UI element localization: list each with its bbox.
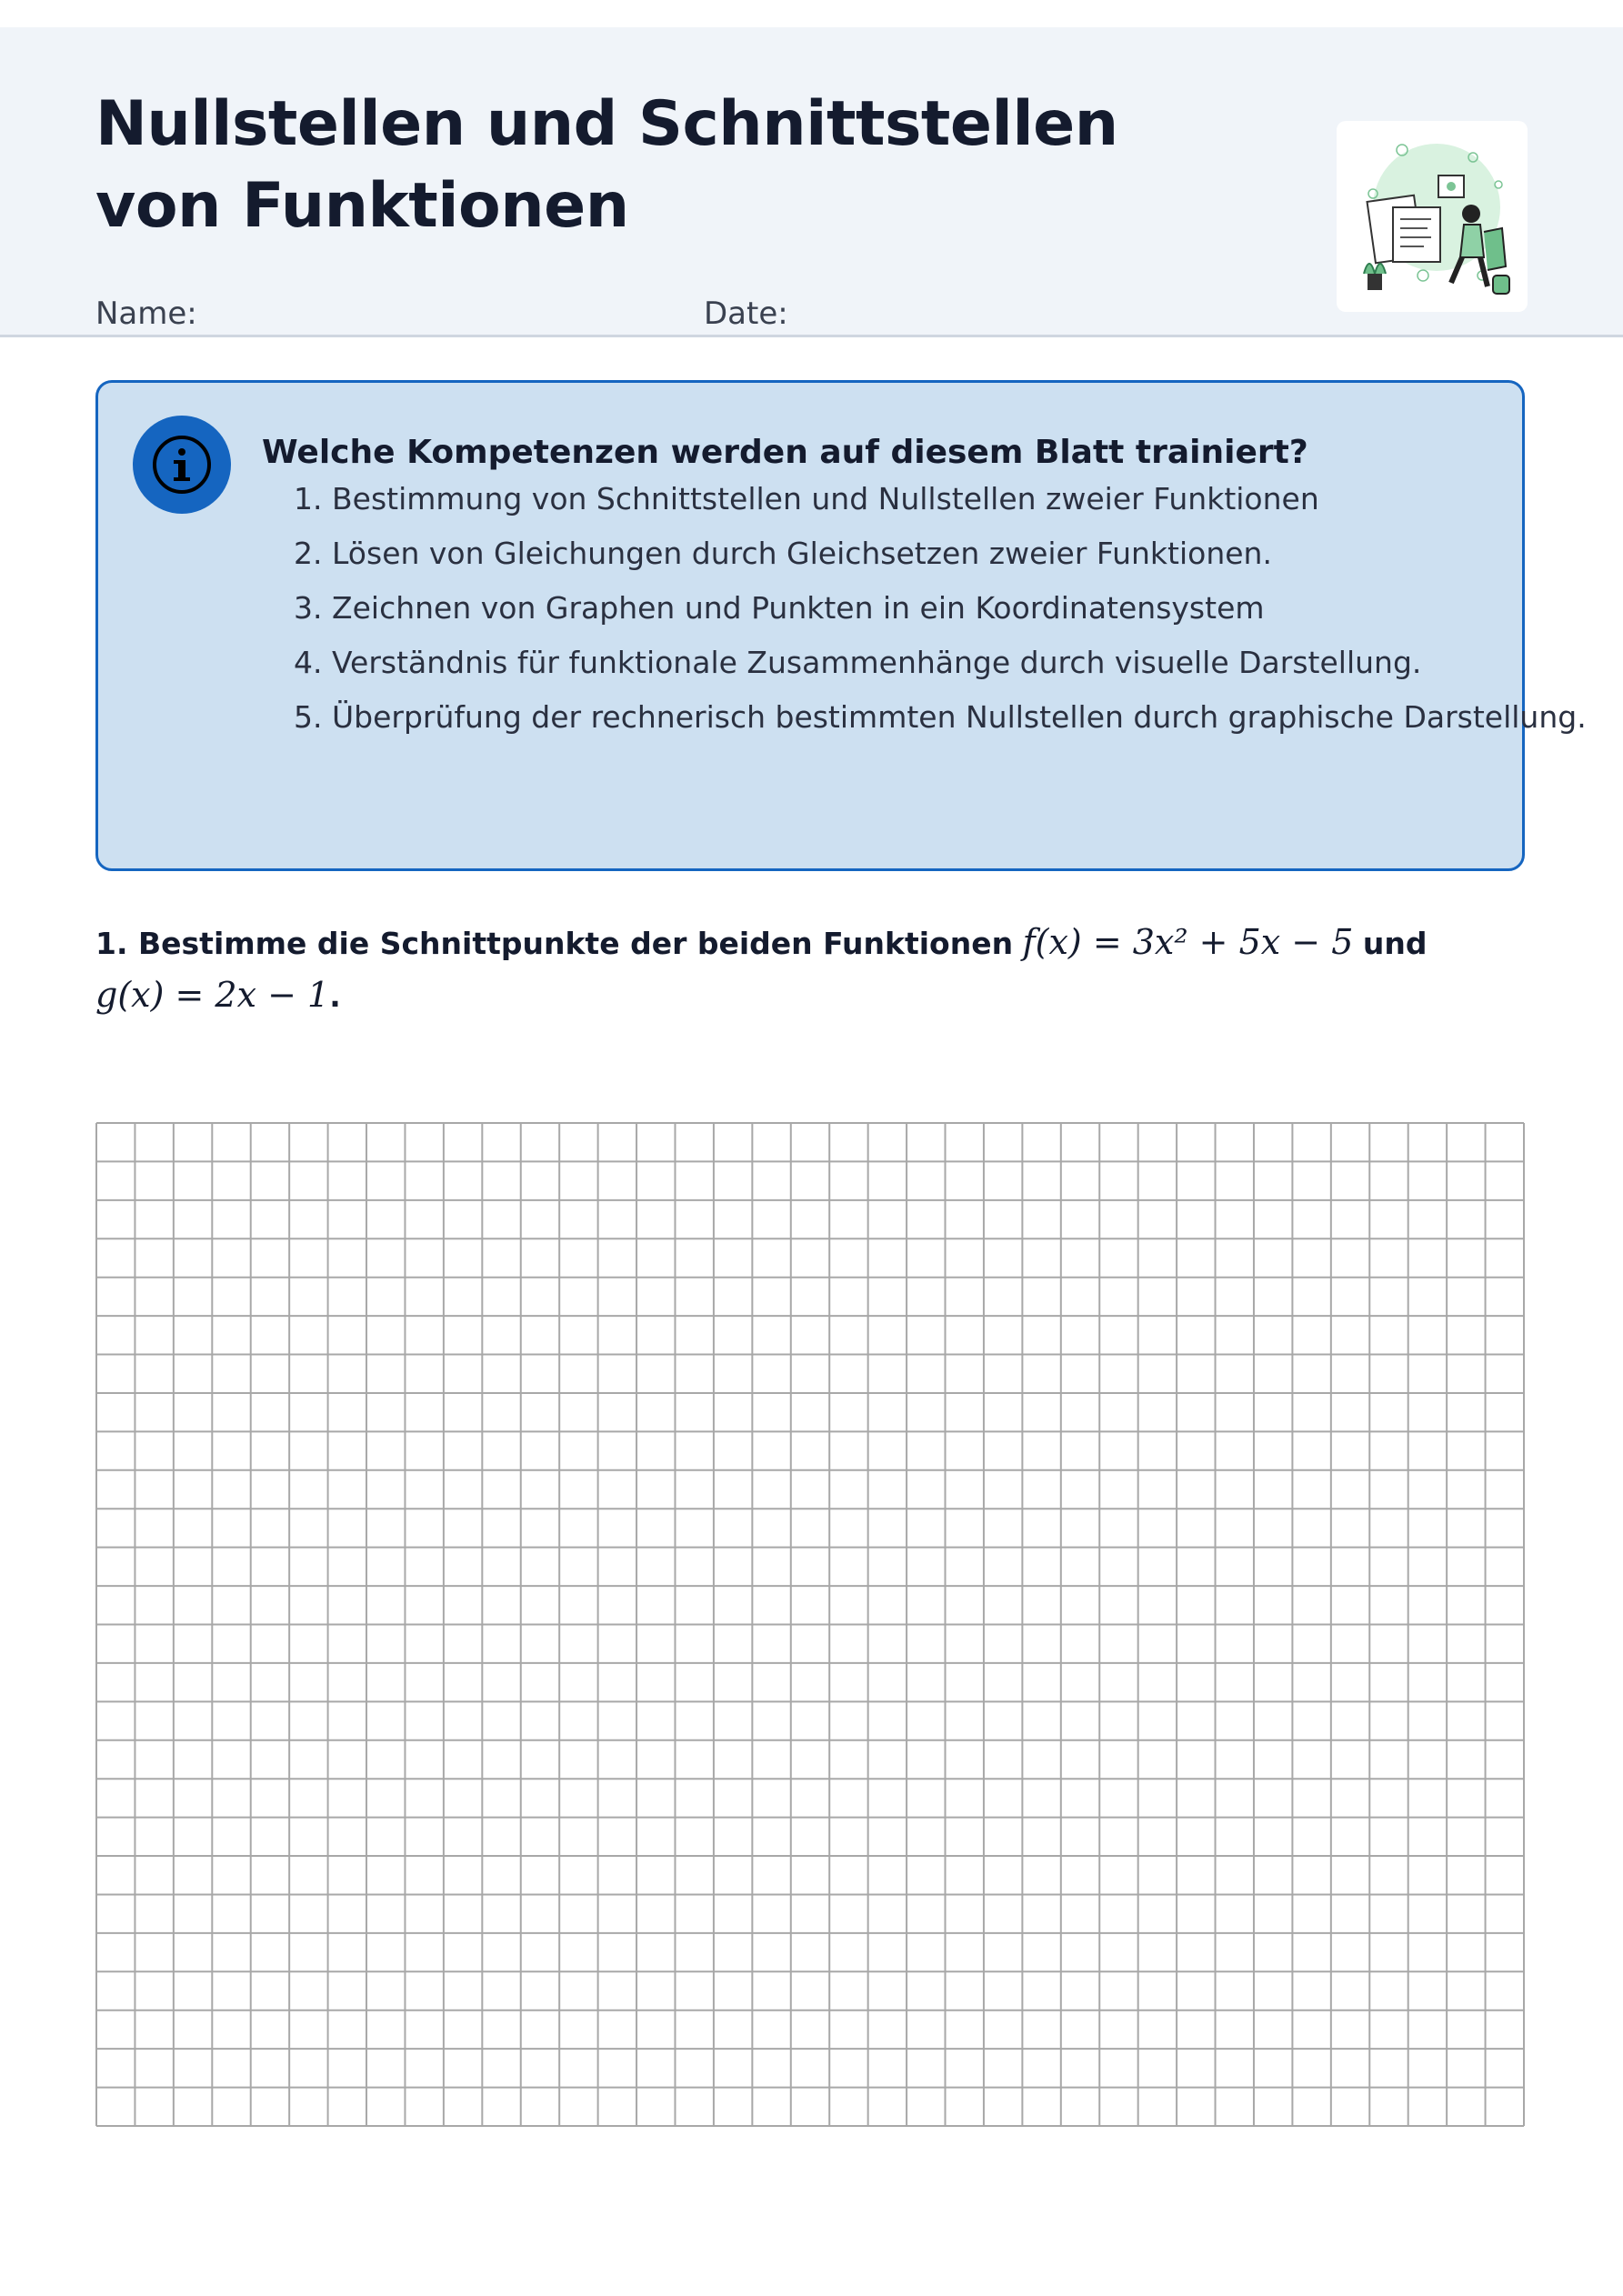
competencies-info-box (95, 380, 1587, 871)
grid-lines (95, 1122, 1525, 2127)
list-item: 1. Bestimmung von Schnittstellen und Nullstellen zweier Funktionen (294, 481, 1319, 516)
competencies-list (294, 472, 1587, 745)
answer-grid[interactable] (95, 1122, 1525, 2127)
task-end: . (329, 978, 341, 1014)
page-title: Nullstellen und Schnittstellen von Funktionen (95, 88, 1118, 242)
list-item: 3. Zeichnen von Graphen und Punkten in ein Koordinatensystem (294, 590, 1265, 626)
list-item: 5. Überprüfung der rechnerisch bestimmten Nullstellen durch graphische Darstellung. (294, 699, 1587, 735)
header (0, 27, 1623, 337)
function-f: f(x) = 3x² + 5x − 5 (1022, 922, 1354, 962)
info-icon (133, 416, 231, 514)
task-intro: 1. Bestimme die Schnittpunkte der beiden Funktionen (95, 926, 1014, 961)
function-g: g(x) = 2x − 1 (95, 975, 330, 1015)
info-heading: Welche Kompetenzen werden auf diesem Blatt trainiert? (262, 434, 1308, 471)
task-connector: und (1362, 926, 1428, 961)
name-label: Name: (95, 296, 197, 332)
task-1 (95, 917, 1514, 1022)
student-illustration (1337, 121, 1528, 312)
date-label: Date: (704, 296, 788, 332)
list-item: 2. Lösen von Gleichungen durch Gleichsetzen zweier Funktionen. (294, 536, 1272, 571)
list-item: 4. Verständnis für funktionale Zusammenhänge durch visuelle Darstellung. (294, 645, 1422, 680)
